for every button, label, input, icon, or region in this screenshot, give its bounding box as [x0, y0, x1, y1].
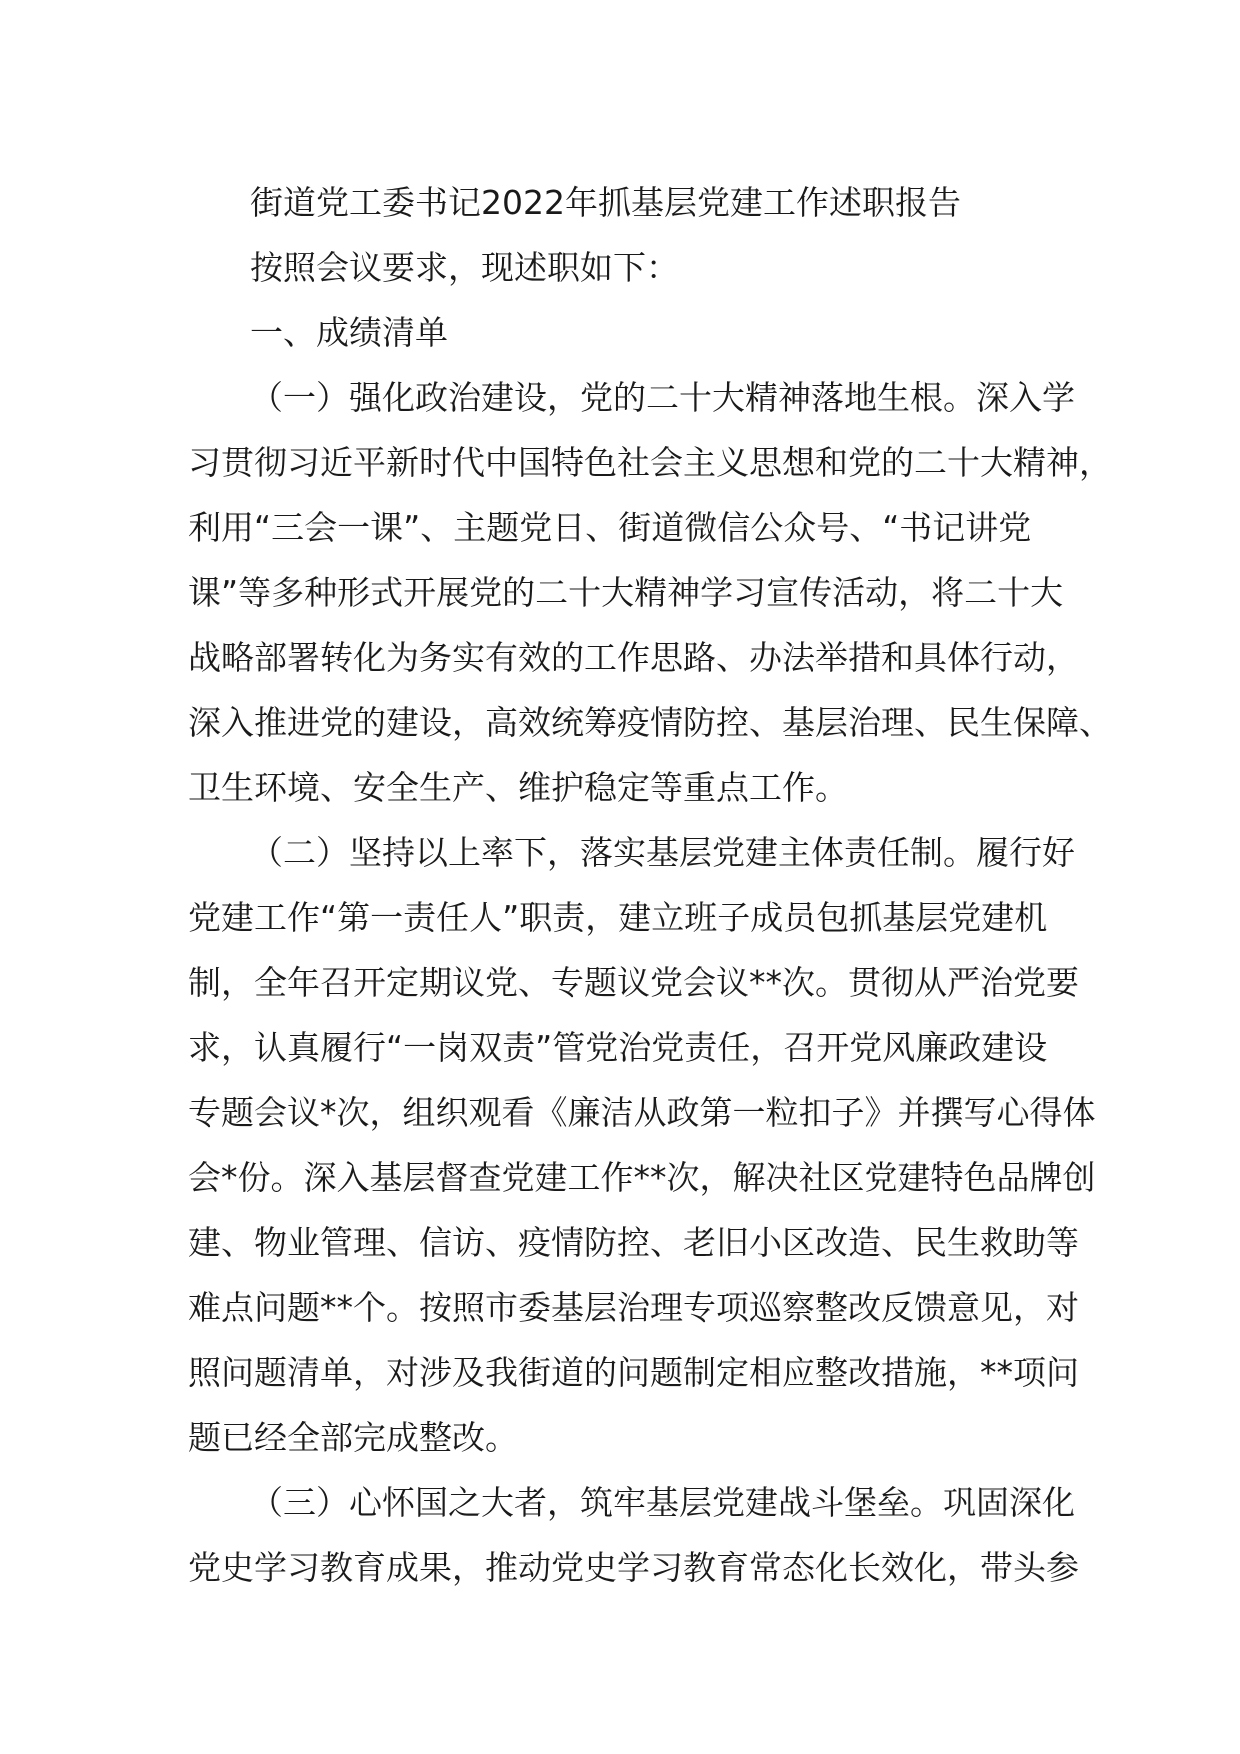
paragraph-line: 党史学习教育成果，推动党史学习教育常态化长效化，带头参: [188, 1548, 1079, 1587]
paragraph-line: 战略部署转化为务实有效的工作思路、办法举措和具体行动，: [188, 638, 1079, 677]
intro-line: 按照会议要求，现述职如下：: [250, 248, 679, 287]
document-title: 街道党工委书记2022年抓基层党建工作述职报告: [250, 183, 961, 222]
paragraph-line: 会*份。深入基层督查党建工作**次，解决社区党建特色品牌创: [188, 1158, 1096, 1197]
paragraph-line: 求，认真履行“一岗双责”管党治党责任，召开党风廉政建设: [188, 1028, 1048, 1067]
paragraph-line: 利用“三会一课”、主题党日、街道微信公众号、“书记讲党: [188, 508, 1032, 547]
paragraph-line: 专题会议*次，组织观看《廉洁从政第一粒扣子》并撰写心得体: [188, 1093, 1096, 1132]
paragraph-3: [188, 1470, 1088, 1600]
paragraph-line: 制，全年召开定期议党、专题议党会议**次。贯彻从严治党要: [188, 963, 1079, 1002]
paragraph-line: 建、物业管理、信访、疫情防控、老旧小区改造、民生救助等: [188, 1223, 1079, 1262]
paragraph-line: 题已经全部完成整改。: [188, 1418, 518, 1457]
paragraph-line: 卫生环境、安全生产、维护稳定等重点工作。: [188, 768, 848, 807]
paragraph-line: 习贯彻习近平新时代中国特色社会主义思想和党的二十大精神，: [188, 443, 1112, 482]
paragraph-1: [188, 365, 1112, 820]
paragraph-line: 深入推进党的建设，高效统筹疫情防控、基层治理、民生保障、: [188, 703, 1112, 742]
paragraph-line: 课”等多种形式开展党的二十大精神学习宣传活动，将二十大: [188, 573, 1064, 612]
paragraph-line: 照问题清单，对涉及我街道的问题制定相应整改措施，**项问: [188, 1353, 1079, 1392]
paragraph-line: （二）坚持以上率下，落实基层党建主体责任制。履行好: [250, 833, 1075, 872]
paragraph-line: 党建工作“第一责任人”职责，建立班子成员包抓基层党建机: [188, 898, 1048, 937]
section-heading: 一、成绩清单: [250, 313, 448, 352]
paragraph-2: [188, 820, 1096, 1470]
document-body: [188, 170, 1112, 1600]
paragraph-line: 难点问题**个。按照市委基层治理专项巡察整改反馈意见，对: [188, 1288, 1079, 1327]
paragraph-line: （一）强化政治建设，党的二十大精神落地生根。深入学: [250, 378, 1075, 417]
paragraph-line: （三）心怀国之大者，筑牢基层党建战斗堡垒。巩固深化: [250, 1483, 1075, 1522]
